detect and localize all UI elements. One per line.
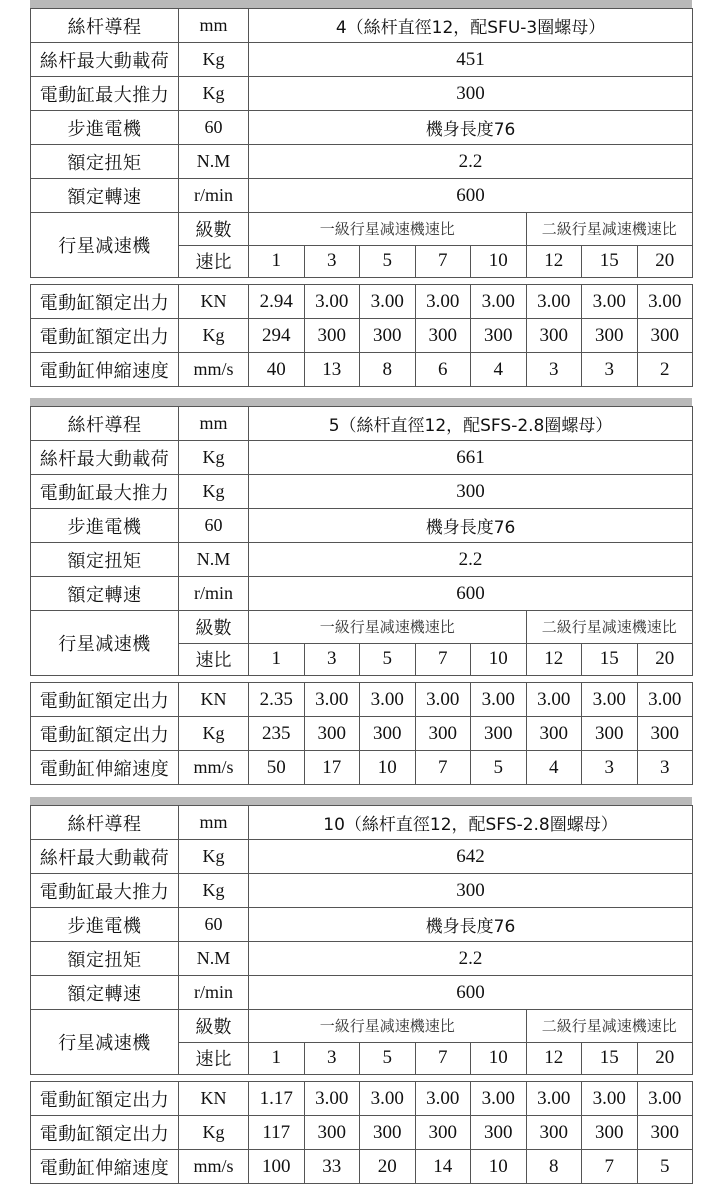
label-rated-torque: 額定扭矩	[31, 145, 179, 179]
unit-mm: mm	[179, 9, 249, 43]
unit-mms: mm/s	[179, 1150, 249, 1184]
force-kg-value: 300	[526, 717, 582, 751]
row-lead	[31, 407, 693, 441]
max-load-value: 451	[249, 43, 693, 77]
label-stage: 級數	[179, 213, 249, 246]
label-lead: 絲杆導程	[31, 9, 179, 43]
force-kn-value: 3.00	[304, 683, 360, 717]
stroke-speed-value: 5	[637, 1150, 693, 1184]
label-reducer: 行星减速機	[31, 1010, 179, 1075]
spec-table	[30, 8, 693, 387]
header-stage2: 二級行星减速機速比	[526, 213, 693, 246]
row-lead	[31, 9, 693, 43]
stroke-speed-value: 7	[582, 1150, 638, 1184]
ratio-value: 12	[526, 1042, 582, 1075]
force-kn-value: 3.00	[582, 1082, 638, 1116]
row-max-thrust	[31, 874, 693, 908]
unit-kg: Kg	[179, 77, 249, 111]
stroke-speed-value: 10	[360, 751, 416, 785]
label-ratio: 速比	[179, 1042, 249, 1075]
row-rated-force-kn	[31, 285, 693, 319]
stroke-speed-value: 3	[526, 353, 582, 387]
label-ratio: 速比	[179, 245, 249, 278]
label-rated-speed: 額定轉速	[31, 179, 179, 213]
row-motor	[31, 111, 693, 145]
stroke-speed-value: 3	[582, 751, 638, 785]
unit-kg: Kg	[179, 475, 249, 509]
unit-kg: Kg	[179, 441, 249, 475]
row-lead	[31, 806, 693, 840]
force-kg-value: 300	[415, 717, 471, 751]
ratio-value: 5	[360, 1042, 416, 1075]
row-rated-force-kg	[31, 319, 693, 353]
label-rated-force: 電動缸額定出力	[31, 717, 179, 751]
label-rated-force: 電動缸額定出力	[31, 285, 179, 319]
stroke-speed-value: 20	[360, 1150, 416, 1184]
stroke-speed-value: 13	[304, 353, 360, 387]
unit-nm: N.M	[179, 942, 249, 976]
ratio-value: 3	[304, 643, 360, 676]
stroke-speed-value: 5	[471, 751, 527, 785]
force-kg-value: 117	[249, 1116, 305, 1150]
force-kn-value: 3.00	[637, 285, 693, 319]
force-kg-value: 300	[360, 1116, 416, 1150]
label-rated-speed: 額定轉速	[31, 577, 179, 611]
ratio-value: 15	[582, 245, 638, 278]
row-reducer-stage	[31, 611, 693, 644]
label-rated-speed: 額定轉速	[31, 976, 179, 1010]
ratio-value: 10	[471, 1042, 527, 1075]
force-kn-value: 3.00	[304, 285, 360, 319]
unit-rmin: r/min	[179, 976, 249, 1010]
ratio-value: 3	[304, 1042, 360, 1075]
force-kg-value: 300	[526, 1116, 582, 1150]
row-torque	[31, 942, 693, 976]
label-lead: 絲杆導程	[31, 407, 179, 441]
row-rated-speed	[31, 577, 693, 611]
ratio-value: 5	[360, 643, 416, 676]
force-kg-value: 300	[304, 1116, 360, 1150]
unit-mm: mm	[179, 806, 249, 840]
label-max-thrust: 電動缸最大推力	[31, 475, 179, 509]
label-max-load: 絲杆最大動載荷	[31, 441, 179, 475]
force-kg-value: 300	[582, 1116, 638, 1150]
unit-nm: N.M	[179, 543, 249, 577]
unit-kg: Kg	[179, 43, 249, 77]
unit-nm: N.M	[179, 145, 249, 179]
force-kn-value: 3.00	[415, 1082, 471, 1116]
ratio-value: 7	[415, 643, 471, 676]
label-stroke-speed: 電動缸伸縮速度	[31, 751, 179, 785]
label-lead: 絲杆導程	[31, 806, 179, 840]
row-reducer-stage	[31, 1010, 693, 1043]
motor-length: 機身長度76	[249, 908, 693, 942]
row-motor	[31, 908, 693, 942]
lead-value: 4（絲杆直徑12，配SFU-3圈螺母）	[249, 9, 693, 43]
unit-mms: mm/s	[179, 353, 249, 387]
row-stroke-speed	[31, 751, 693, 785]
motor-length: 機身長度76	[249, 111, 693, 145]
label-max-load: 絲杆最大動載荷	[31, 840, 179, 874]
stroke-speed-value: 40	[249, 353, 305, 387]
label-rated-force: 電動缸額定出力	[31, 319, 179, 353]
force-kg-value: 300	[415, 319, 471, 353]
ratio-value: 10	[471, 643, 527, 676]
force-kn-value: 3.00	[471, 285, 527, 319]
force-kn-value: 3.00	[526, 285, 582, 319]
label-max-thrust: 電動缸最大推力	[31, 77, 179, 111]
ratio-value: 5	[360, 245, 416, 278]
header-stage1: 一級行星减速機速比	[249, 611, 527, 644]
unit-kg: Kg	[179, 840, 249, 874]
label-rated-torque: 額定扭矩	[31, 543, 179, 577]
stroke-speed-value: 33	[304, 1150, 360, 1184]
force-kn-value: 3.00	[471, 683, 527, 717]
row-torque	[31, 145, 693, 179]
force-kn-value: 3.00	[360, 1082, 416, 1116]
row-max-thrust	[31, 475, 693, 509]
ratio-value: 12	[526, 245, 582, 278]
stroke-speed-value: 4	[471, 353, 527, 387]
motor-length: 機身長度76	[249, 509, 693, 543]
unit-kn: KN	[179, 1082, 249, 1116]
row-reducer-stage	[31, 213, 693, 246]
force-kg-value: 300	[471, 1116, 527, 1150]
unit-kg: Kg	[179, 717, 249, 751]
label-motor: 步進電機	[31, 111, 179, 145]
row-max-load	[31, 441, 693, 475]
ratio-value: 20	[637, 643, 693, 676]
force-kg-value: 300	[471, 717, 527, 751]
lead-value: 5（絲杆直徑12，配SFS-2.8圈螺母）	[249, 407, 693, 441]
force-kn-value: 3.00	[526, 683, 582, 717]
section-divider	[30, 0, 692, 8]
max-load-value: 661	[249, 441, 693, 475]
ratio-value: 1	[249, 245, 305, 278]
row-motor	[31, 509, 693, 543]
force-kg-value: 300	[526, 319, 582, 353]
ratio-value: 1	[249, 1042, 305, 1075]
label-max-thrust: 電動缸最大推力	[31, 874, 179, 908]
force-kn-value: 3.00	[304, 1082, 360, 1116]
header-stage1: 一級行星减速機速比	[249, 213, 527, 246]
stroke-speed-value: 6	[415, 353, 471, 387]
unit-kn: KN	[179, 285, 249, 319]
unit-kg: Kg	[179, 1116, 249, 1150]
force-kg-value: 300	[582, 717, 638, 751]
ratio-value: 20	[637, 245, 693, 278]
unit-mms: mm/s	[179, 751, 249, 785]
ratio-value: 1	[249, 643, 305, 676]
force-kn-value: 3.00	[582, 285, 638, 319]
ratio-value: 7	[415, 245, 471, 278]
ratio-value: 15	[582, 1042, 638, 1075]
spec-table	[30, 805, 693, 1184]
force-kn-value: 2.94	[249, 285, 305, 319]
force-kg-value: 300	[582, 319, 638, 353]
force-kg-value: 294	[249, 319, 305, 353]
row-stroke-speed	[31, 353, 693, 387]
row-rated-force-kg	[31, 717, 693, 751]
unit-kg: Kg	[179, 319, 249, 353]
section-divider	[30, 797, 692, 805]
force-kn-value: 3.00	[415, 683, 471, 717]
stroke-speed-value: 8	[360, 353, 416, 387]
unit-mm: mm	[179, 407, 249, 441]
motor-frame: 60	[179, 111, 249, 145]
label-motor: 步進電機	[31, 509, 179, 543]
row-stroke-speed	[31, 1150, 693, 1184]
ratio-value: 20	[637, 1042, 693, 1075]
label-stroke-speed: 電動缸伸縮速度	[31, 1150, 179, 1184]
row-max-load	[31, 840, 693, 874]
motor-frame: 60	[179, 908, 249, 942]
label-stroke-speed: 電動缸伸縮速度	[31, 353, 179, 387]
row-max-load	[31, 43, 693, 77]
label-max-load: 絲杆最大動載荷	[31, 43, 179, 77]
label-reducer: 行星减速機	[31, 213, 179, 278]
spec-table-3	[30, 805, 692, 1184]
max-thrust-value: 300	[249, 475, 693, 509]
stroke-speed-value: 2	[637, 353, 693, 387]
max-thrust-value: 300	[249, 77, 693, 111]
force-kn-value: 3.00	[582, 683, 638, 717]
force-kn-value: 3.00	[360, 683, 416, 717]
label-stage: 級數	[179, 611, 249, 644]
stroke-speed-value: 17	[304, 751, 360, 785]
force-kg-value: 300	[304, 319, 360, 353]
stroke-speed-value: 7	[415, 751, 471, 785]
label-rated-force: 電動缸額定出力	[31, 1116, 179, 1150]
ratio-value: 10	[471, 245, 527, 278]
rated-speed-value: 600	[249, 976, 693, 1010]
row-rated-force-kg	[31, 1116, 693, 1150]
max-load-value: 642	[249, 840, 693, 874]
max-thrust-value: 300	[249, 874, 693, 908]
section-divider	[30, 398, 692, 406]
ratio-value: 3	[304, 245, 360, 278]
force-kn-value: 1.17	[249, 1082, 305, 1116]
stroke-speed-value: 8	[526, 1150, 582, 1184]
row-rated-force-kn	[31, 683, 693, 717]
force-kn-value: 3.00	[637, 683, 693, 717]
unit-kg: Kg	[179, 874, 249, 908]
row-rated-speed	[31, 179, 693, 213]
force-kn-value: 3.00	[471, 1082, 527, 1116]
label-stage: 級數	[179, 1010, 249, 1043]
stroke-speed-value: 50	[249, 751, 305, 785]
force-kg-value: 300	[360, 717, 416, 751]
stroke-speed-value: 3	[637, 751, 693, 785]
force-kn-value: 3.00	[415, 285, 471, 319]
row-rated-speed	[31, 976, 693, 1010]
stroke-speed-value: 3	[582, 353, 638, 387]
force-kg-value: 300	[637, 1116, 693, 1150]
force-kn-value: 3.00	[637, 1082, 693, 1116]
label-rated-torque: 額定扭矩	[31, 942, 179, 976]
unit-rmin: r/min	[179, 577, 249, 611]
stroke-speed-value: 14	[415, 1150, 471, 1184]
lead-value: 10（絲杆直徑12，配SFS-2.8圈螺母）	[249, 806, 693, 840]
spec-table	[30, 406, 693, 785]
torque-value: 2.2	[249, 145, 693, 179]
label-rated-force: 電動缸額定出力	[31, 1082, 179, 1116]
force-kg-value: 300	[304, 717, 360, 751]
header-stage1: 一級行星减速機速比	[249, 1010, 527, 1043]
spec-table-2	[30, 406, 692, 785]
stroke-speed-value: 4	[526, 751, 582, 785]
stroke-speed-value: 100	[249, 1150, 305, 1184]
force-kg-value: 300	[415, 1116, 471, 1150]
ratio-value: 7	[415, 1042, 471, 1075]
ratio-value: 15	[582, 643, 638, 676]
label-rated-force: 電動缸額定出力	[31, 683, 179, 717]
row-rated-force-kn	[31, 1082, 693, 1116]
rated-speed-value: 600	[249, 179, 693, 213]
unit-rmin: r/min	[179, 179, 249, 213]
stroke-speed-value: 10	[471, 1150, 527, 1184]
force-kg-value: 300	[360, 319, 416, 353]
row-max-thrust	[31, 77, 693, 111]
torque-value: 2.2	[249, 942, 693, 976]
force-kn-value: 3.00	[360, 285, 416, 319]
force-kn-value: 3.00	[526, 1082, 582, 1116]
ratio-value: 12	[526, 643, 582, 676]
unit-kn: KN	[179, 683, 249, 717]
header-stage2: 二級行星减速機速比	[526, 1010, 693, 1043]
force-kg-value: 300	[471, 319, 527, 353]
force-kg-value: 300	[637, 717, 693, 751]
row-torque	[31, 543, 693, 577]
spec-table-1	[30, 8, 692, 387]
label-ratio: 速比	[179, 643, 249, 676]
force-kg-value: 235	[249, 717, 305, 751]
header-stage2: 二級行星减速機速比	[526, 611, 693, 644]
rated-speed-value: 600	[249, 577, 693, 611]
force-kg-value: 300	[637, 319, 693, 353]
label-motor: 步進電機	[31, 908, 179, 942]
force-kn-value: 2.35	[249, 683, 305, 717]
label-reducer: 行星减速機	[31, 611, 179, 676]
torque-value: 2.2	[249, 543, 693, 577]
motor-frame: 60	[179, 509, 249, 543]
